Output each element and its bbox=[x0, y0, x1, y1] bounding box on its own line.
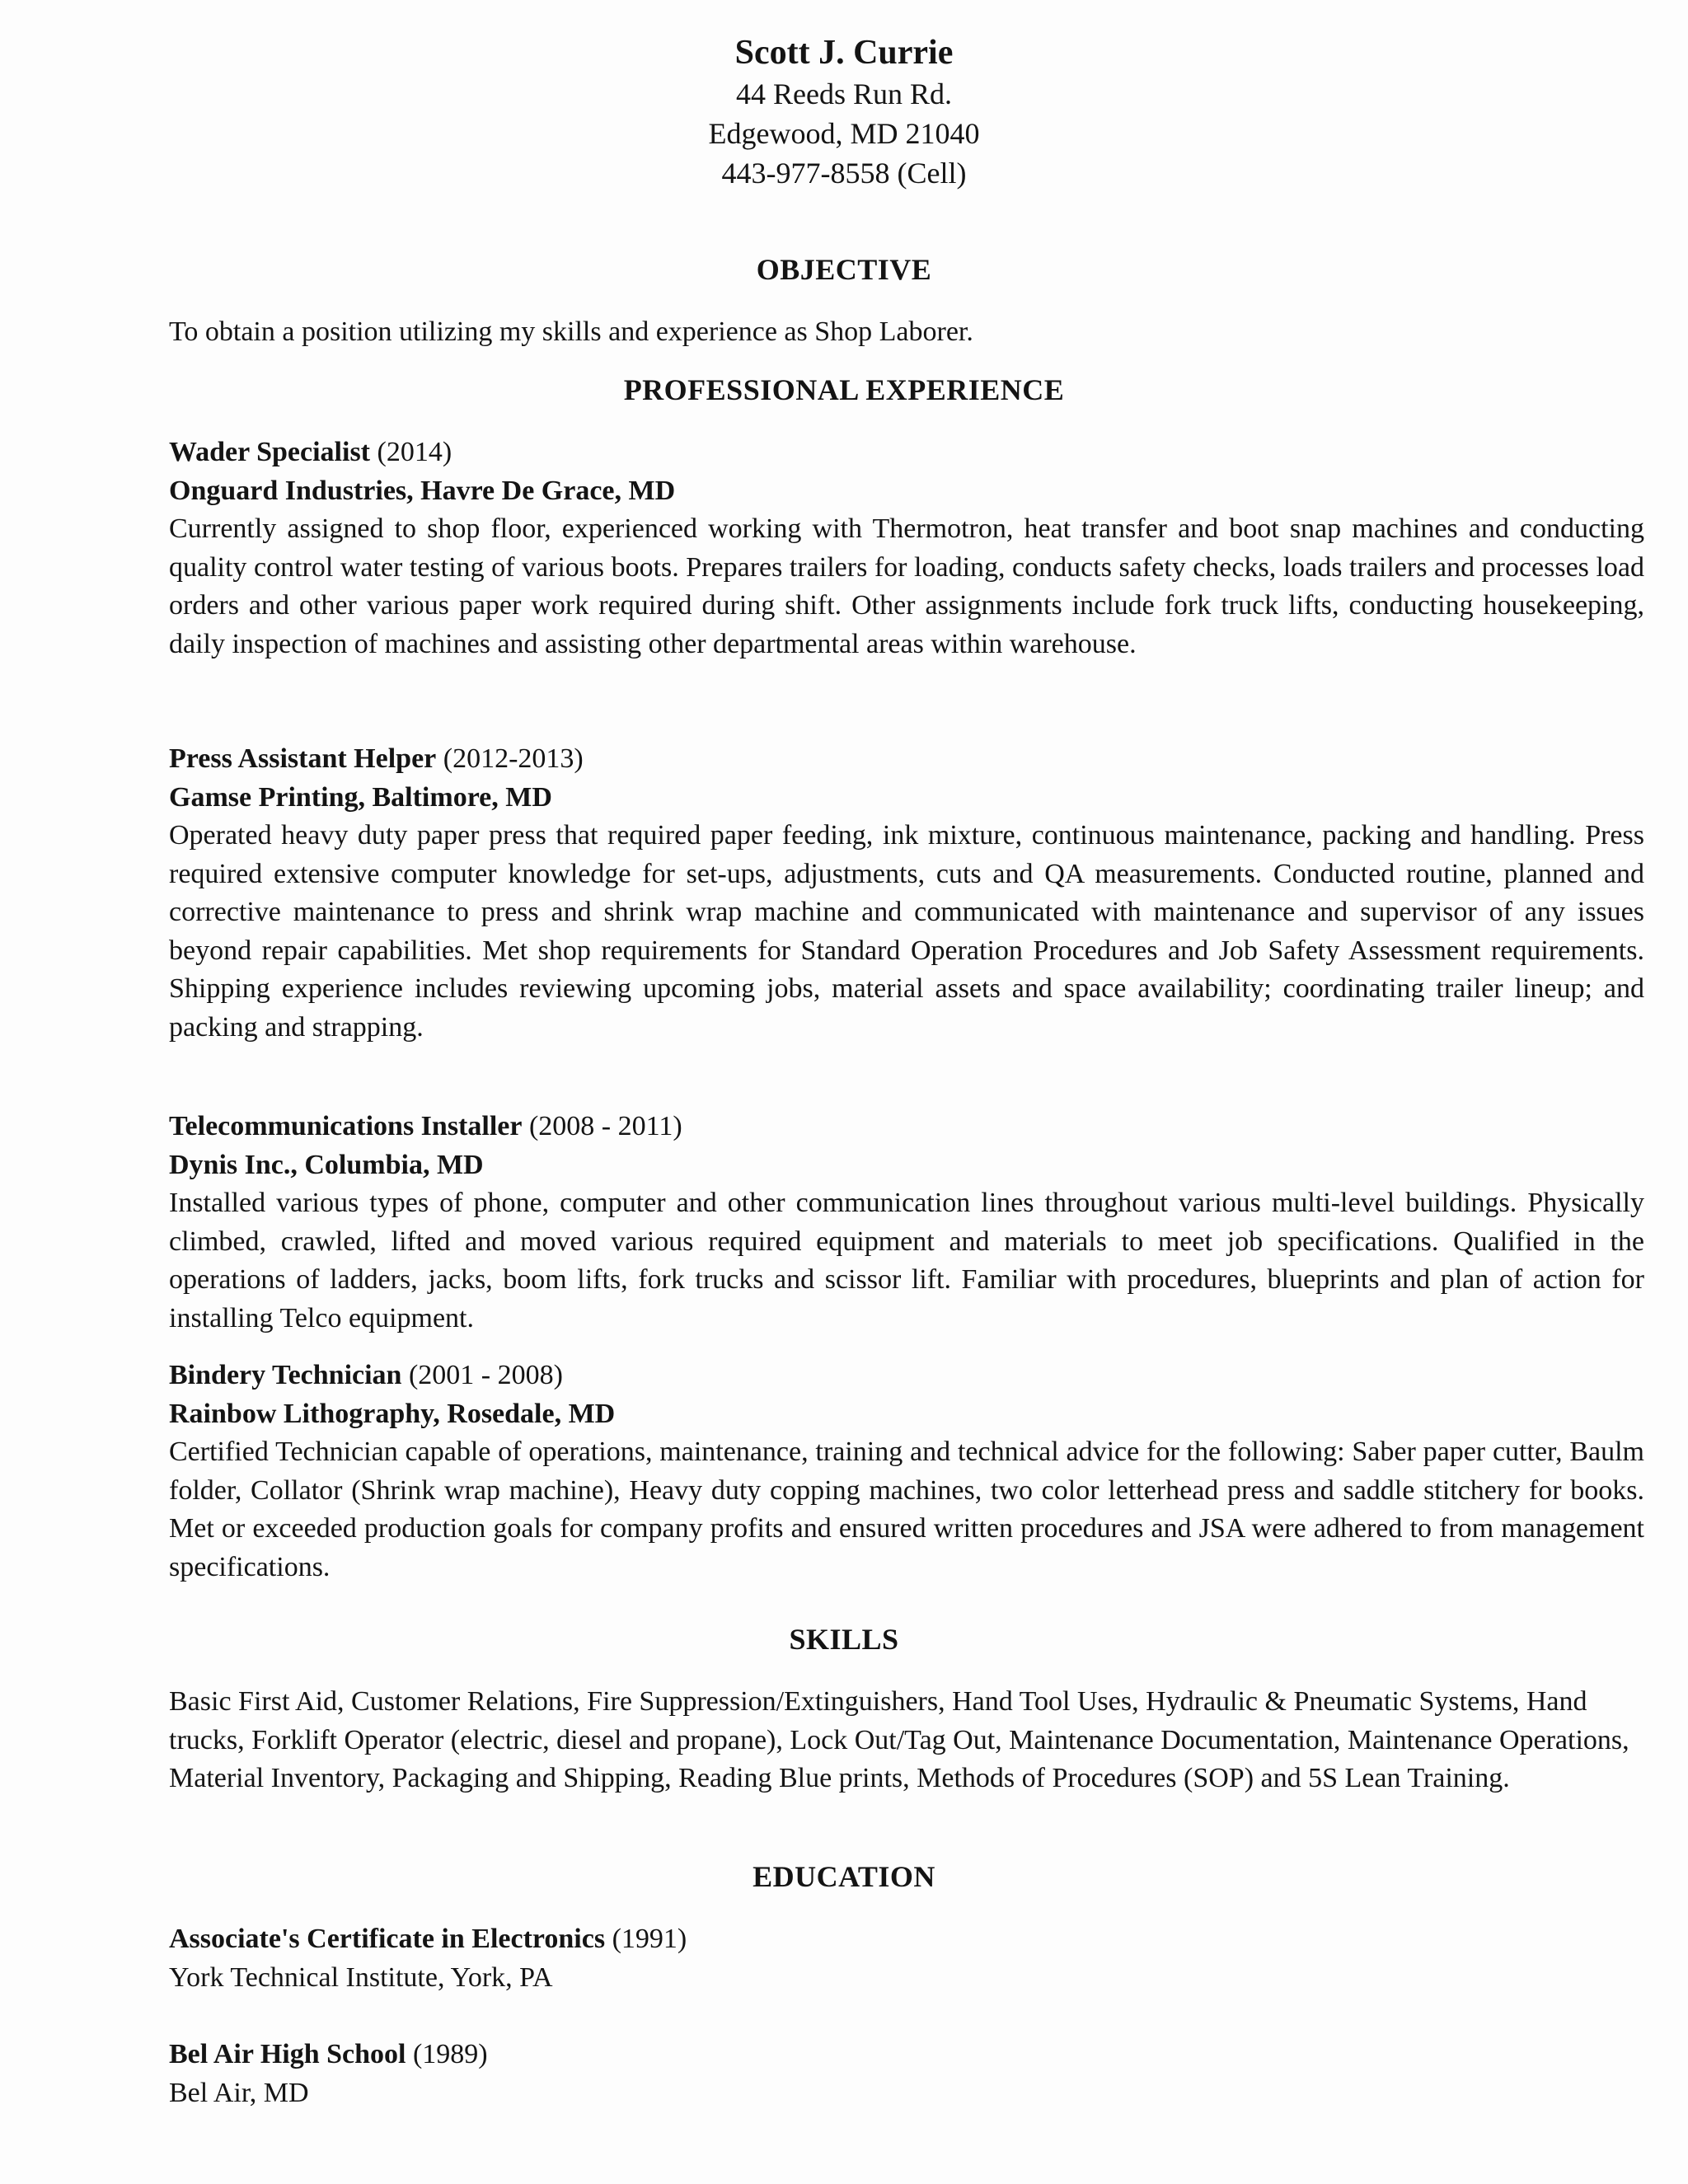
employer-name: Onguard Industries, Havre De Grace, MD bbox=[169, 475, 676, 506]
degree-name: Bel Air High School bbox=[169, 2039, 406, 2069]
employer-name: Rainbow Lithography, Rosedale, MD bbox=[169, 1398, 616, 1429]
job-description: Installed various types of phone, computer and other communication lines throughout various multi-level buildings. Physically climbed, crawled, lifted and moved various required equipment and materials to meet job specifications. Qualified in the operations of ladders, jacks, boom lifts, fork trucks and scissor lift. Familiar with procedures, blueprints and plan of action for installing Telco equipment. bbox=[169, 1188, 1644, 1333]
job-entry bbox=[169, 1357, 1644, 1586]
job-title: Bindery Technician bbox=[169, 1360, 402, 1390]
experience-heading: PROFESSIONAL EXPERIENCE bbox=[623, 373, 1065, 406]
address-line-1: 44 Reeds Run Rd. bbox=[735, 77, 952, 110]
institution-name: York Technical Institute, York, PA bbox=[169, 1961, 553, 1993]
applicant-name: Scott J. Currie bbox=[734, 34, 954, 72]
job-title: Telecommunications Installer bbox=[169, 1111, 523, 1141]
skills-text: Basic First Aid, Customer Relations, Fire Suppression/Extinguishers, Hand Tool Uses, Hydraulic & Pneumatic Systems, Hand trucks, Forklift Operator (electric, diesel and propane), Lock Out/Tag Out, Maintenance Documentation, Maintenance Operations, Material Inventory, Packaging and Shipping, Reading Blue prints, Methods of Procedures (SOP) and 5S Lean Training. bbox=[169, 1686, 1629, 1793]
institution-name: Bel Air, MD bbox=[169, 2077, 309, 2108]
job-entry bbox=[169, 740, 1644, 1047]
job-dates: (2012-2013) bbox=[443, 743, 584, 774]
skills-heading: SKILLS bbox=[789, 1623, 899, 1656]
resume-header bbox=[0, 31, 1688, 193]
education-heading: EDUCATION bbox=[753, 1860, 935, 1893]
education-year: (1989) bbox=[412, 2039, 488, 2069]
job-dates: (2001 - 2008) bbox=[408, 1360, 563, 1390]
degree-name: Associate's Certificate in Electronics bbox=[169, 1924, 606, 1954]
job-description: Certified Technician capable of operations, maintenance, training and technical advice for the following: Saber paper cutter, Baulm folder, Collator (Shrink wrap machine), Heavy duty copping machines, two color letterhead press and saddle stitchery for books. Met or exceeded production goals for company profits and ensured written procedures and JSA were adhered to from management specifications. bbox=[169, 1436, 1644, 1582]
job-description: Operated heavy duty paper press that required paper feeding, ink mixture, continuous maintenance, packing and handling. Press required extensive computer knowledge for set-ups, adjustments, cuts and QA measurements. Conducted routine, planned and corrective maintenance to press and shrink wrap machine and communicated with maintenance and supervisor of any issues beyond repair capabilities. Met shop requirements for Standard Operation Procedures and Job Safety Assessment requirements. Shipping experience includes reviewing upcoming jobs, material assets and space availability; coordinating trailer lineup; and packing and strapping. bbox=[169, 820, 1644, 1043]
employer-name: Dynis Inc., Columbia, MD bbox=[169, 1149, 484, 1180]
job-title: Press Assistant Helper bbox=[169, 743, 437, 774]
education-entry bbox=[169, 2036, 1644, 2112]
phone-number: 443-977-8558 (Cell) bbox=[721, 157, 967, 190]
job-title: Wader Specialist bbox=[169, 437, 370, 467]
employer-name: Gamse Printing, Baltimore, MD bbox=[169, 781, 552, 813]
objective-section bbox=[169, 313, 1644, 352]
education-year: (1991) bbox=[612, 1924, 687, 1954]
objective-text: To obtain a position utilizing my skills and experience as Shop Laborer. bbox=[169, 316, 973, 347]
skills-section bbox=[169, 1683, 1644, 1798]
education-entry bbox=[169, 1920, 1644, 1997]
address-line-2: Edgewood, MD 21040 bbox=[708, 117, 980, 150]
job-entry bbox=[169, 434, 1644, 663]
job-dates: (2014) bbox=[377, 437, 452, 467]
job-dates: (2008 - 2011) bbox=[528, 1111, 682, 1141]
objective-heading: OBJECTIVE bbox=[756, 253, 932, 286]
job-entry bbox=[169, 1108, 1644, 1338]
job-description: Currently assigned to shop floor, experienced working with Thermotron, heat transfer and boot snap machines and conducting quality control water testing of various boots. Prepares trailers for loading, conducts safety checks, loads trailers and processes load orders and other various paper work required during shift. Other assignments include fork truck lifts, conducting housekeeping, daily inspection of machines and assisting other departmental areas within warehouse. bbox=[169, 513, 1644, 659]
